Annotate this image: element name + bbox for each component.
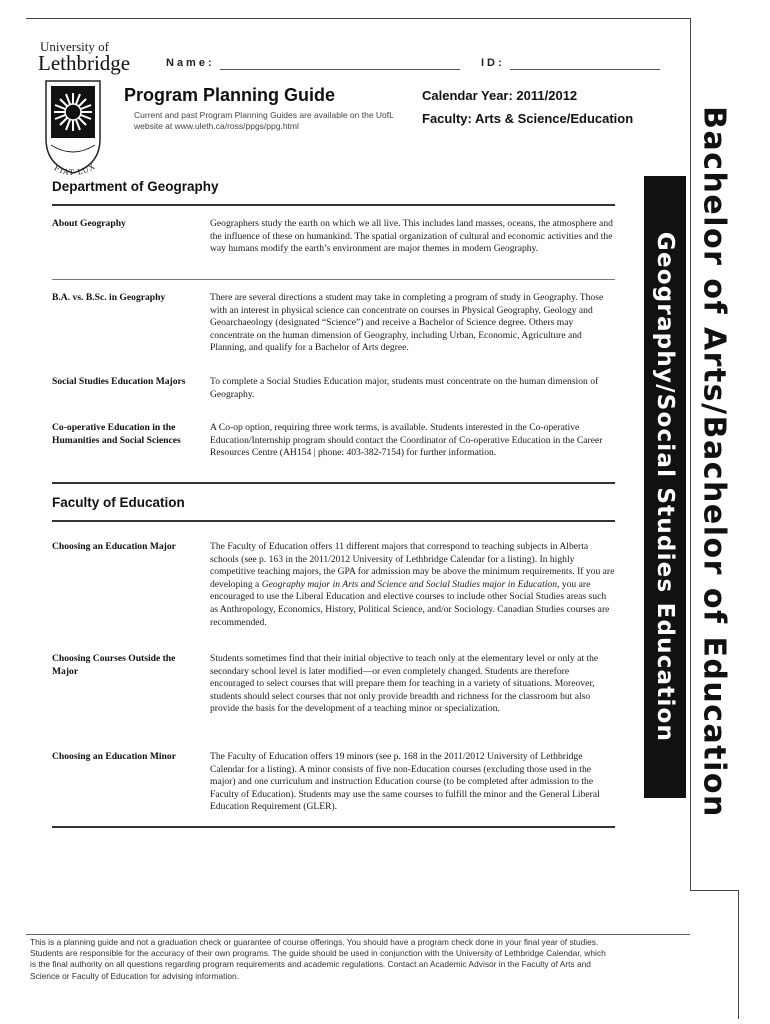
row-text: There are several directions a student may take in completing a program of study in Geography. Those with an interest in physical science can concentrate on courses in Physical Geography, Geology and Geoarchaeology (designated “Science”) and receive a Bachelor of Science degree. Others may concentrate on the human dimension of Geography, including Urban, Economic, Agriculture and Planning, and qualify for a Bachelor of Arts degree. [210, 292, 604, 354]
row-label: B.A. vs. B.Sc. in Geography [52, 292, 166, 303]
university-logo [36, 39, 131, 178]
row-text: Students sometimes find that their initial objective to teach only at the elementary level or only at the secondary school level is later modified—or even completely changed. Students are therefore encouraged to select courses that will prepare them for teaching in a variety of situations. Moreover, students should select courses that not only provide breadth and richness for the classroom but also provide the basis for the development of a teaching minor or specialization. [210, 653, 599, 715]
row-label: About Geography [52, 218, 126, 229]
university-crest-icon [38, 77, 108, 189]
page-frame [26, 18, 739, 1019]
program-band-title: Geography/Social Studies Education [652, 231, 678, 743]
row-label: Choosing an Education Major [52, 541, 176, 552]
section-divider [52, 826, 615, 828]
name-field[interactable] [220, 69, 460, 70]
row-text: Geographers study the earth on which we all live. This includes land masses, oceans, the atmosphere and the influence of these on humankind. The spatial organization of cultural and economic activities and the way humans modify the earth’s environment are major themes in modern Geography. [210, 218, 613, 255]
guides-note: Current and past Program Planning Guides are available on the UofL website at www.uleth.ca/ross/ppgs/ppg.html [134, 110, 394, 131]
row-label: Choosing Courses Outside the Major [52, 653, 176, 677]
row-text: The Faculty of Education offers 19 minors (see p. 168 in the 2011/2012 University of Lethbridge Calendar for a listing). A minor consists of five non-Education courses (excluding those used in the major) and one curriculum and instruction Education course (to be completed after admission to the Faculty of Education). Students may use the same courses to fulfill the minor and the General Liberal Education Requirement (GLER). [210, 751, 600, 813]
row-label: Social Studies Education Majors [52, 376, 186, 387]
row-divider [52, 279, 615, 280]
calendar-year: Calendar Year: 2011/2012 [422, 88, 578, 103]
section-divider [52, 204, 615, 206]
row-label: Choosing an Education Minor [52, 751, 176, 762]
row-text: To complete a Social Studies Education major, students must concentrate on the human dimension of Geography. [210, 376, 599, 400]
section-divider [52, 520, 615, 522]
row-text [210, 541, 615, 629]
logo-lethbridge: Lethbridge [38, 51, 131, 75]
program-tab-title: Bachelor of Arts/Bachelor of Education [696, 106, 732, 818]
row-text-emphasis: Geography major in Arts and Science and Social Studies major in Education [261, 578, 558, 590]
svg-text:FIAT LUX: FIAT LUX [52, 161, 97, 178]
education-heading: Faculty of Education [52, 495, 185, 510]
logo-university-of: University of [40, 39, 109, 54]
faculty: Faculty: Arts & Science/Education [422, 111, 634, 126]
page-title: Program Planning Guide [124, 85, 336, 105]
row-label: Co-operative Education in the Humanities and Social Sciences [52, 422, 181, 446]
row-text-part: The Faculty of Education offers 11 different majors that correspond to teaching subjects in Alberta schools (see p. 163 in the 2011/2012 University of Lethbridge Calendar for a listing). In highly competitive teaching majors, the GPA for admission may be above the minimum requirements. If you are developing a [210, 541, 615, 590]
footer-divider [26, 934, 690, 935]
id-field-label: ID: [481, 57, 505, 69]
section-divider [52, 482, 615, 484]
row-text: A Co-op option, requiring three work terms, is available. Students interested in the Co-operative Education/Internship program should contact the Coordinator of Co-operative Education in the Career Resources Centre (AH154 | phone: 403-382-7154) for further information. [210, 422, 603, 459]
footer-disclaimer: This is a planning guide and not a graduation check or guarantee of course offerings. You should have a program check done in your final year of studies. Students are responsible for the accuracy of their own programs. The guide should be used in conjunction with the University of Lethbridge Calendar, which is the final authority on all questions regarding program requirements and academic regulations. Contact an Academic Advisor in the Faculty of Arts and Science or Faculty of Education for advising information. [30, 937, 606, 981]
id-field[interactable] [510, 69, 660, 70]
name-field-label: Name: [166, 57, 215, 69]
geography-heading: Department of Geography [52, 179, 219, 194]
row-text-part: , you are encouraged to use the Liberal Education and elective courses to include other Social Studies areas such as Anthropology, Economics, History, Political Science, and/or Sociology. Canadian Studies courses are recommended. [210, 578, 610, 628]
